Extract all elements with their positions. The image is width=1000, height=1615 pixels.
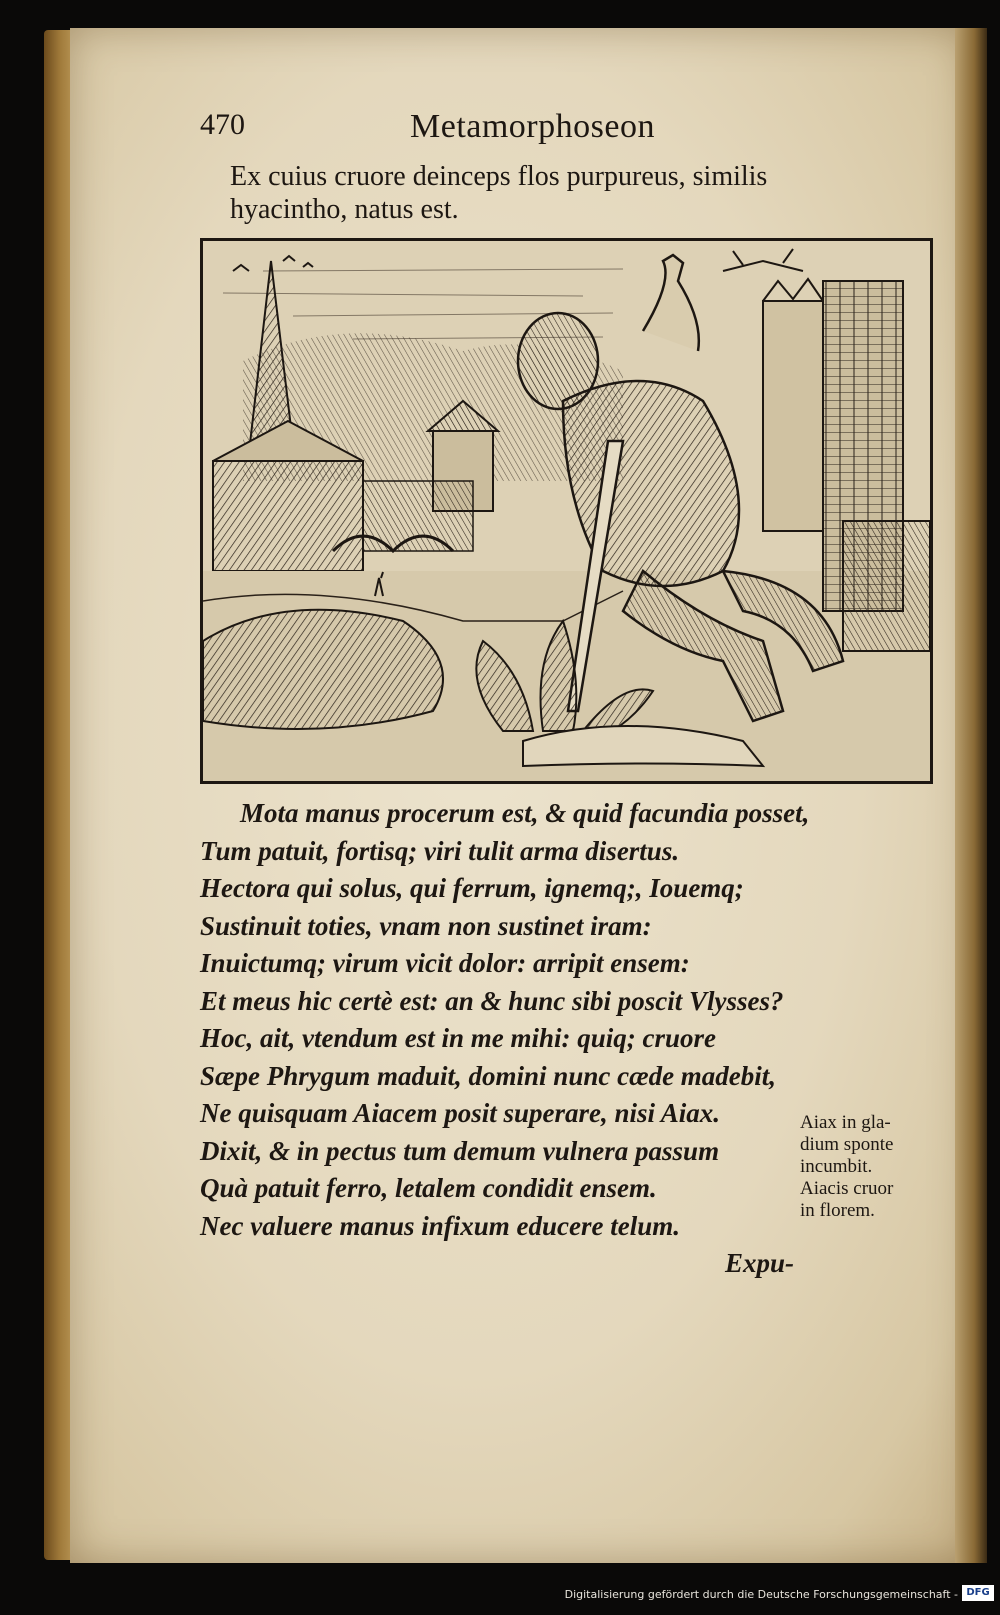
verse-line: Sustinuit toties, vnam non sustinet iram: — [200, 910, 652, 941]
page-number: 470 — [200, 108, 245, 141]
verse-line: Nec valuere manus infixum educere telum. — [200, 1210, 680, 1241]
marginal-note-line: dium sponte — [800, 1134, 894, 1155]
prose-caption — [230, 160, 950, 226]
woodcut-illustration — [200, 238, 933, 784]
verse-line: Et meus hic certè est: an & hunc sibi poscit Vlysses? — [200, 985, 784, 1016]
digitization-footer — [0, 1578, 1000, 1615]
funding-credit: Digitalisierung gefördert durch die Deutsche Forschungsgemeinschaft - — [564, 1588, 958, 1601]
woodcut-ajax-suicide-image — [203, 241, 930, 781]
book-fore-edge — [955, 28, 987, 1563]
dfg-logo: DFG — [962, 1585, 994, 1601]
marginal-note — [800, 1112, 950, 1222]
verse-line: Sæpe Phrygum maduit, domini nunc cæde madebit, — [200, 1060, 777, 1091]
prose-line: hyacintho, natus est. — [230, 194, 459, 225]
verse-line: Inuictumq; virum vicit dolor: arripit ensem: — [200, 948, 690, 978]
verse-line: Ne quisquam Aiacem posit superare, nisi Aiax. — [200, 1098, 721, 1128]
verse-line: Hectora qui solus, qui ferrum, ignemq;, Iouemq; — [200, 873, 744, 903]
verse-line: Dixit, & in pectus tum demum vulnera passum — [200, 1135, 720, 1166]
verse-line: Mota manus procerum est, & quid facundia posset, — [240, 798, 810, 828]
marginal-note-line: Aiax in gla- — [800, 1112, 891, 1133]
catchword: Expu- — [725, 1248, 795, 1278]
verse-line: Tum patuit, fortisq; viri tulit arma disertus. — [200, 835, 680, 866]
running-title: Metamorphoseon — [410, 108, 655, 145]
verse-block — [200, 795, 820, 1245]
marginal-note-line: Aiacis cruor — [800, 1178, 894, 1199]
marginal-note-line: incumbit. — [800, 1156, 873, 1177]
marginal-note-line: in florem. — [800, 1200, 875, 1221]
verse-line: Hoc, ait, vtendum est in me mihi: quiq; cruore — [200, 1023, 717, 1053]
verse-line: Quà patuit ferro, letalem condidit ensem. — [200, 1173, 657, 1203]
prose-line: Ex cuius cruore deinceps flos purpureus, similis — [230, 161, 768, 192]
